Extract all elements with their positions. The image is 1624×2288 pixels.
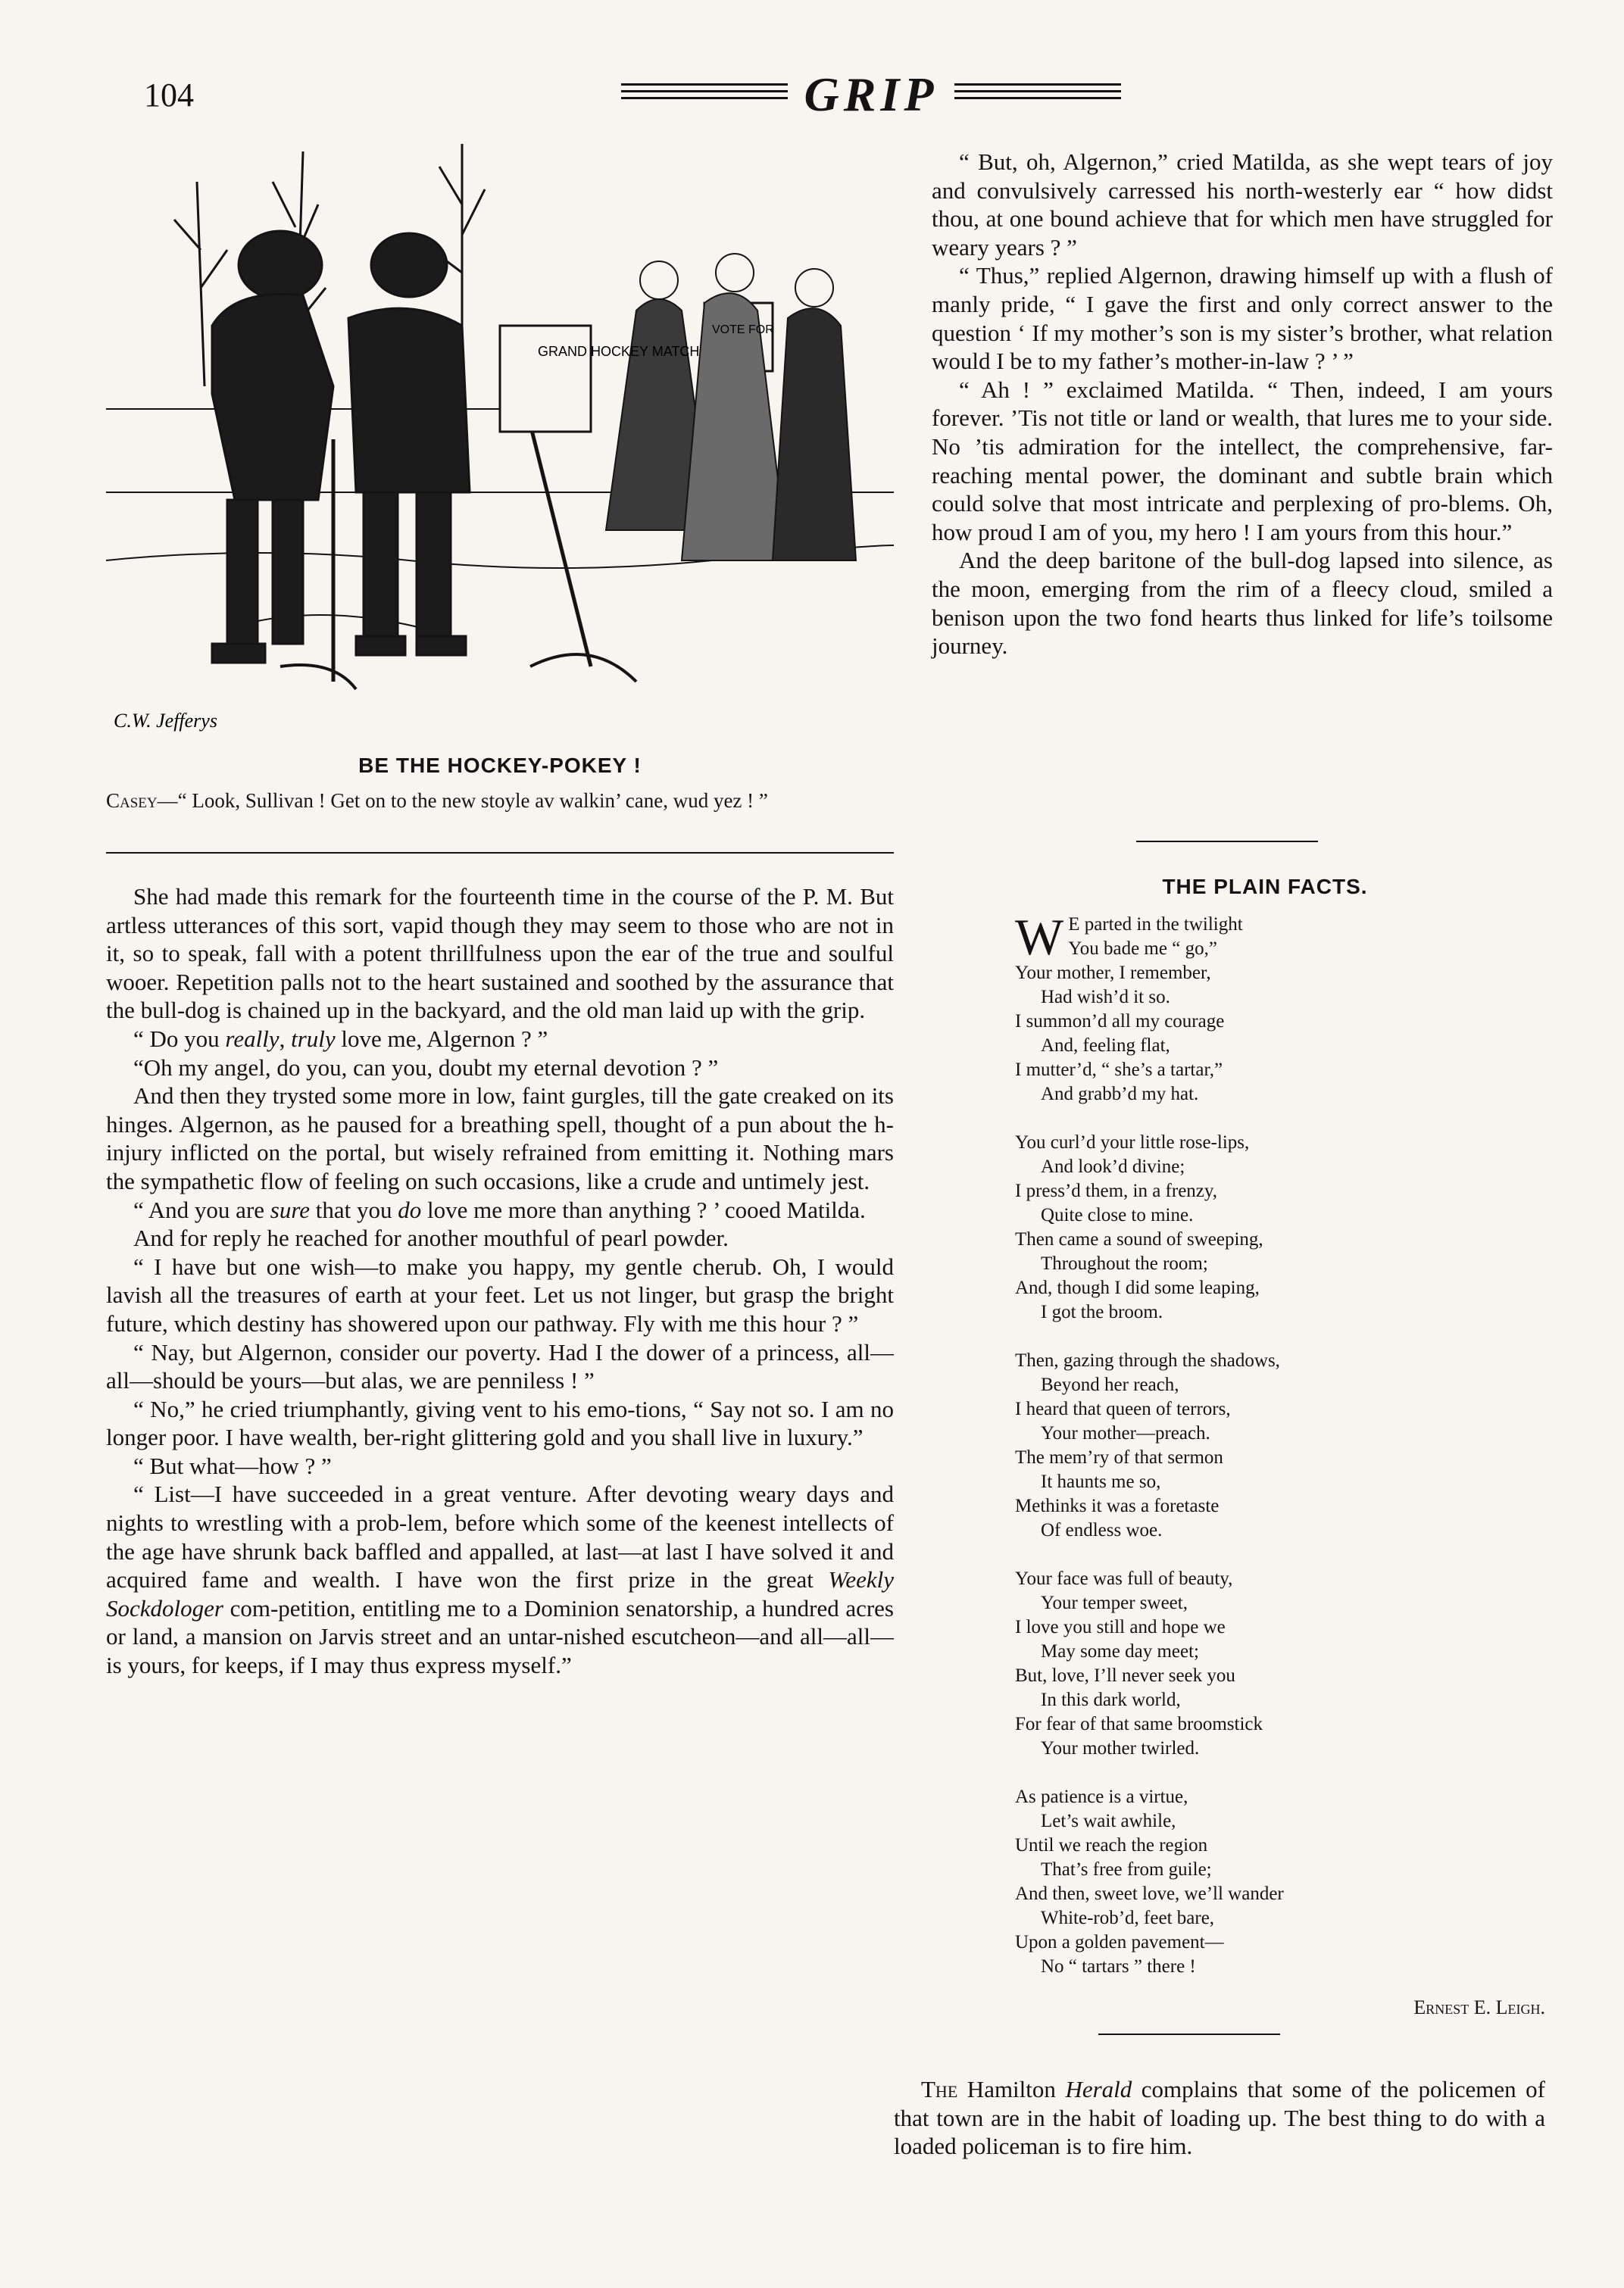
poem-line: That’s free from guile; bbox=[1041, 1859, 1212, 1880]
stanza bbox=[1015, 1785, 1560, 1979]
poem-line: Methinks it was a foretaste bbox=[1015, 1496, 1220, 1516]
poem-title: THE PLAIN FACTS. bbox=[1162, 875, 1368, 898]
artist-signature: C.W. Jefferys bbox=[114, 710, 217, 732]
poem-line: Then, gazing through the shadows, bbox=[1015, 1350, 1280, 1371]
page-number: 104 bbox=[144, 76, 194, 114]
poem-line: Let’s wait awhile, bbox=[1041, 1811, 1176, 1831]
stanza bbox=[1015, 908, 1560, 1107]
poem-line: In this dark world, bbox=[1041, 1690, 1181, 1710]
paragraph: “ But what—how ? ” bbox=[133, 1452, 332, 1479]
paragraph: “ Ah ! ” exclaimed Matilda. “ Then, indeed, I am yours forever. ’Tis not title or land or wealth, that lures me to your side. No ’tis admiration for the intellect, the comprehensive, far-reaching mental power, the dominant and subtle brain which could solve that most intricate and perplexing of pro-blems. Oh, how proud I am of you, my hero ! I am yours from this hour.” bbox=[932, 376, 1553, 545]
masthead bbox=[621, 67, 1121, 120]
paragraph: And then they trysted some more in low, faint gurgles, till the gate creaked on its hinges. Algernon, as he paused for a breathing spell, thought of a pun about the h-injury inflicted on the portal, but wisely refrained from emitting it. Nothing mars the sympathetic flow of feeling on such occasions, like a crude and untimely jest. bbox=[106, 1082, 894, 1194]
paragraph: And the deep baritone of the bull-dog lapsed into silence, as the moon, emerging from the rim of a fleecy cloud, smiled a benison upon the two fond hearts thus linked for life’s toilsome journey. bbox=[932, 547, 1553, 660]
news-item-lead: The bbox=[921, 2076, 958, 2102]
poem-line: Your mother—preach. bbox=[1041, 1423, 1210, 1444]
poem-line: And grabb’d my hat. bbox=[1041, 1084, 1199, 1104]
poem-author: Ernest E. Leigh. bbox=[1413, 1996, 1545, 2018]
poem-line: I summon’d all my courage bbox=[1015, 1011, 1225, 1032]
paragraph: “ Do you really, truly love me, Algernon ? ” bbox=[133, 1025, 548, 1052]
poem-line: But, love, I’ll never seek you bbox=[1015, 1665, 1235, 1686]
poem-line: Your mother, I remember, bbox=[1015, 963, 1211, 983]
caption-divider bbox=[106, 852, 894, 854]
masthead-rule-right bbox=[954, 83, 1121, 103]
poem-line: For fear of that same broomstick bbox=[1015, 1714, 1263, 1734]
poem-line: Of endless woe. bbox=[1041, 1520, 1163, 1540]
poem-line: Beyond her reach, bbox=[1041, 1375, 1179, 1395]
poem-line: Your mother twirled. bbox=[1041, 1738, 1200, 1759]
sign-vote-text: VOTE FOR bbox=[712, 323, 774, 336]
paragraph: “ Thus,” replied Algernon, drawing himself up with a flush of manly pride, “ I gave the first and only correct answer to the question ‘ If my mother’s son is my sister’s brother, what relation would I be to my father’s mother-in-law ? ’ ” bbox=[932, 262, 1553, 375]
poem-line: No “ tartars ” there ! bbox=[1041, 1956, 1196, 1977]
figure-women bbox=[606, 254, 856, 560]
poem-top-divider bbox=[1136, 841, 1318, 842]
poem-line: I mutter’d, “ she’s a tartar,” bbox=[1015, 1060, 1223, 1080]
poem-line: And look’d divine; bbox=[1041, 1156, 1185, 1177]
poem-line: You bade me “ go,” bbox=[1068, 938, 1217, 959]
cartoon-caption-title: BE THE HOCKEY-POKEY ! bbox=[358, 754, 642, 777]
poem-bottom-divider bbox=[1098, 2034, 1280, 2035]
poem-line: It haunts me so, bbox=[1041, 1472, 1161, 1492]
paragraph: She had made this remark for the fourteenth time in the course of the P. M. But artless utterances of this sort, vapid though they may seem to those who are not in it, so to speak, fall with a potent thrillfulness upon the ear of the true and soulful wooer. Repetition palls not to the heart sustained and soothed by the assurance that the bull-dog is chained up in the backyard, and the old man laid up with the grip. bbox=[106, 883, 894, 1024]
paragraph: “ List—I have succeeded in a great venture. After devoting weary days and nights to wrestling with a prob-lem, before which some of the keenest intellects of the age have shrunk back baffled and appalled, at last—at last I have solved it and acquired fame and wealth. I have won the first prize in the great Weekly Sockdologer com-petition, entitling me to a Dominion senatorship, a hundred acres or land, a mansion on Jarvis street and an untar-nished escutcheon—and all—all—is yours, for keeps, if I may thus express myself.” bbox=[106, 1481, 894, 1679]
poem-line: And, feeling flat, bbox=[1041, 1035, 1170, 1056]
poem-line: Quite close to mine. bbox=[1041, 1205, 1194, 1225]
caption-quote: —“ Look, Sullivan ! Get on to the new stoyle av walkin’ cane, wud yez ! ” bbox=[157, 789, 768, 812]
cartoon-illustration bbox=[106, 136, 894, 742]
poem bbox=[1015, 875, 1560, 2020]
right-column bbox=[932, 148, 1553, 660]
masthead-rule-left bbox=[621, 83, 788, 103]
paragraph: “Oh my angel, do you, can you, doubt my eternal devotion ? ” bbox=[133, 1053, 719, 1081]
paragraph: “ And you are sure that you do love me more than anything ? ’ cooed Matilda. bbox=[133, 1196, 866, 1223]
paragraph: “ Nay, but Algernon, consider our poverty. Had I the dower of a princess, all—all—should be yours—but alas, we are penniless ! ” bbox=[106, 1338, 894, 1394]
sign-hockey-match-text: GRAND HOCKEY MATCH bbox=[538, 344, 700, 359]
figure-casey bbox=[212, 231, 333, 663]
poem-line: Had wish’d it so. bbox=[1041, 987, 1170, 1007]
stanza bbox=[1015, 1349, 1560, 1543]
poem-line: Until we reach the region bbox=[1015, 1835, 1208, 1856]
poem-line: I love you still and hope we bbox=[1015, 1617, 1226, 1637]
poem-line: Then came a sound of sweeping, bbox=[1015, 1229, 1263, 1250]
paragraph: And for reply he reached for another mouthful of pearl powder. bbox=[133, 1225, 729, 1252]
poem-line: And then, sweet love, we’ll wander bbox=[1015, 1884, 1284, 1904]
poem-line: I got the broom. bbox=[1041, 1302, 1163, 1322]
cartoon-caption bbox=[106, 788, 894, 813]
drop-cap: W bbox=[1015, 908, 1064, 966]
poem-line: The mem’ry of that sermon bbox=[1015, 1447, 1223, 1468]
poem-line: Upon a golden pavement— bbox=[1015, 1932, 1224, 1952]
paragraph: “ But, oh, Algernon,” cried Matilda, as she wept tears of joy and convulsively carressed his north-westerly ear “ how didst thou, at one bound achieve that for which men have struggled for weary years ? ” bbox=[932, 148, 1553, 261]
paragraph: “ I have but one wish—to make you happy, my gentle cherub. Oh, I would lavish all the treasures of earth at your feet. Let us not linger, but grasp the bright future, which destiny has showered upon our pathway. Fly with me this hour ? ” bbox=[106, 1253, 894, 1337]
poem-line: Your face was full of beauty, bbox=[1015, 1569, 1233, 1589]
poem-line: I press’d them, in a frenzy, bbox=[1015, 1181, 1218, 1201]
masthead-title: GRIP bbox=[804, 67, 938, 121]
newspaper-name: Herald bbox=[1065, 2076, 1132, 2102]
paragraph: “ No,” he cried triumphantly, giving vent to his emo-tions, “ Say not so. I am no longer poor. I have wealth, ber-right glittering gold and you shall live in luxury.” bbox=[106, 1395, 894, 1451]
caption-speaker: Casey bbox=[106, 789, 158, 812]
poem-line: May some day meet; bbox=[1041, 1641, 1199, 1662]
poem-line: Your temper sweet, bbox=[1041, 1593, 1188, 1613]
figure-sullivan bbox=[348, 233, 470, 655]
sign-hockey-match bbox=[500, 326, 591, 432]
poem-line: White-rob’d, feet bare, bbox=[1041, 1908, 1215, 1928]
poem-line: You curl’d your little rose-lips, bbox=[1015, 1132, 1250, 1153]
poem-line: As patience is a virtue, bbox=[1015, 1787, 1188, 1807]
poem-line: And, though I did some leaping, bbox=[1015, 1278, 1260, 1298]
news-item: The Hamilton Herald complains that some of the policemen of that town are in the habit of loading up. The best thing to do with a loaded policeman is to fire him. bbox=[894, 2076, 1545, 2160]
poem-line: I heard that queen of terrors, bbox=[1015, 1399, 1231, 1419]
poem-line: E parted in the twilight bbox=[1068, 914, 1243, 935]
story-column bbox=[106, 882, 894, 1680]
stanza bbox=[1015, 1567, 1560, 1761]
poem-line: Throughout the room; bbox=[1041, 1253, 1208, 1274]
stanza bbox=[1015, 1131, 1560, 1325]
